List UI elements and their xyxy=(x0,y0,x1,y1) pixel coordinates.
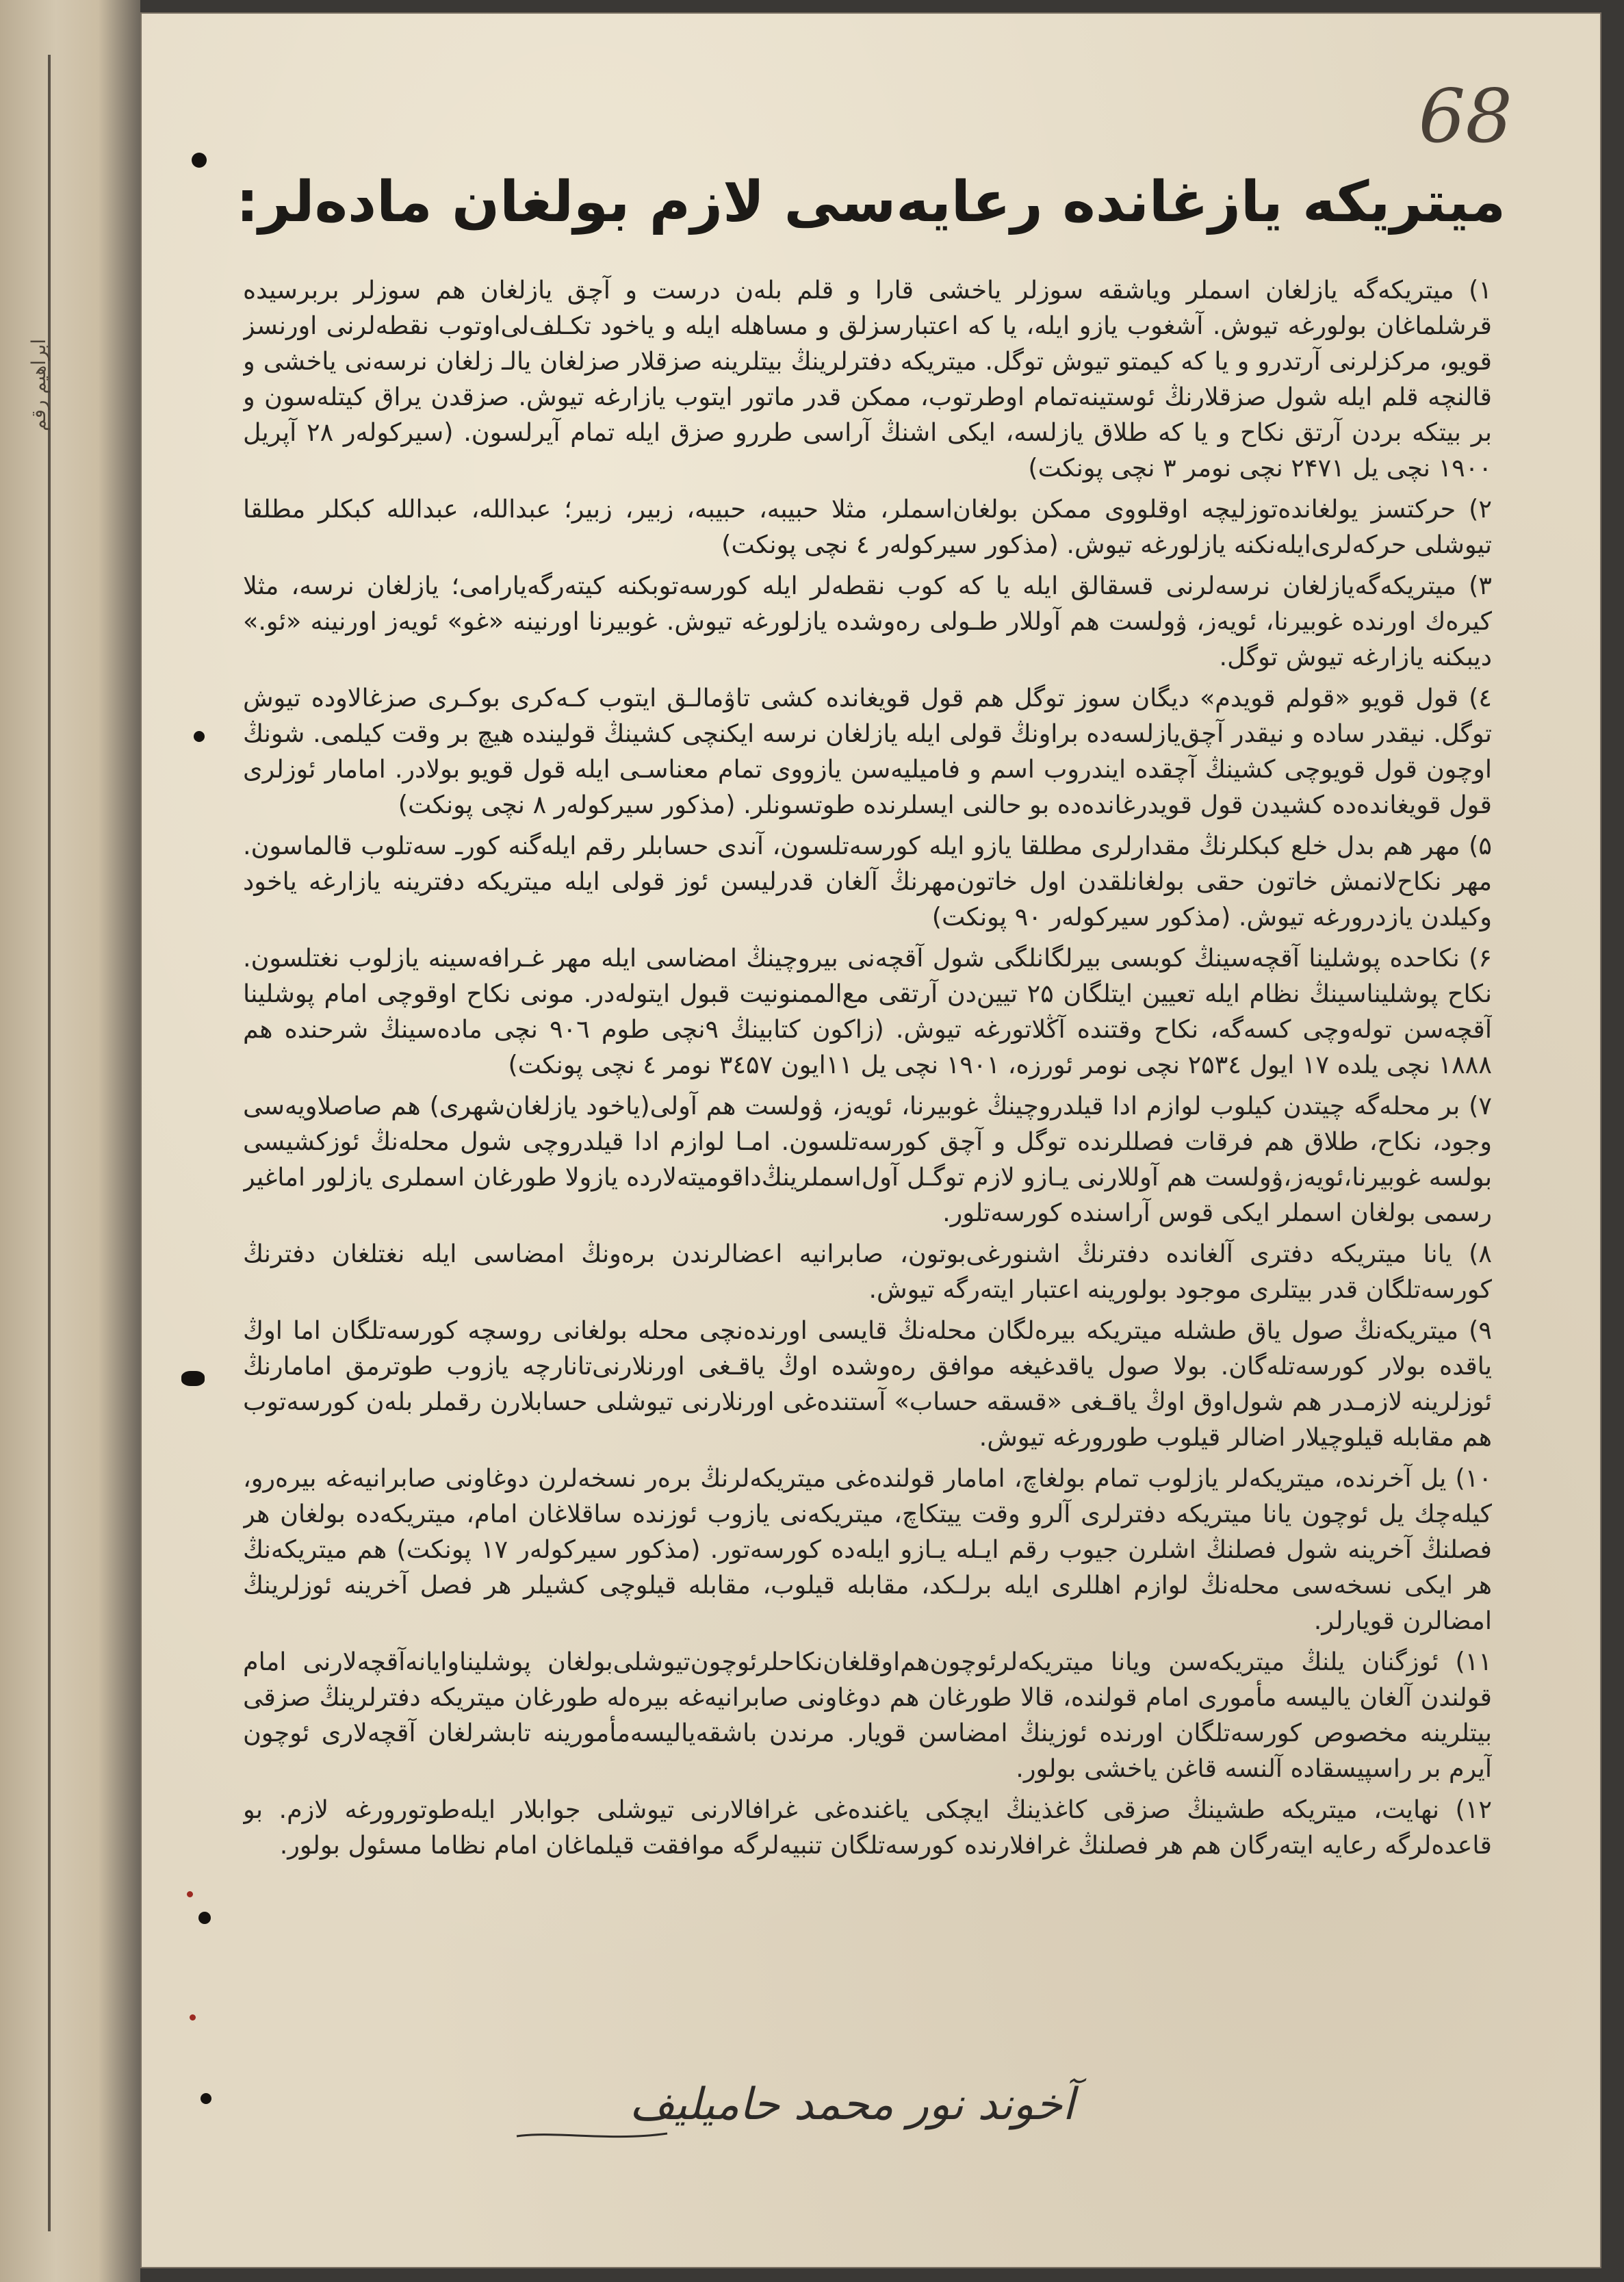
binding-margin-note: ابراهیم رقم xyxy=(27,338,50,431)
paragraph-6: ۶) نکاحده پوشلینا آقچه‌سینڭ کوبسی بیرلگانلگی شول آقچه‌نی بیروچینڭ امضاسی ایله مهر غـرافه‌سینه یازلوب نغتلسون. نکاح پوشلیناسینڭ نظام ایله تعیین ایتلگان ۲۵ تیین‌دن آرتقی مع‌الممنونیت قبول ایتوله‌در. مونی نکاح اوقوچی امام پوشلینا آقچه‌سن تولەوچی کسه‌گه، نکاح وقتنده آڭلاتورغه تیوش. (زاکون کتابینڭ ۹نچی طوم ۹۰٦ نچی ماده‌سینڭ شرحنده هم ۱۸۸۸ نچی یلده ۱۷ ایول ۲۵۳٤ نچی نومر ئورزه، ۱۹۰۱ نچی یل ۱۱ایون ۳٤۵۷ نومر ٤ نچی پونکت) xyxy=(243,943,1492,1079)
paragraph-8: ۸) یا‌نا میتریکه دفتری آلغانده دفترنڭ اشنورغی‌بوتون، صابرانیه اعضالرندن برەونڭ امضاسی ایله نغتلغان دفترنڭ کورسه‌تلگان قدر بیتلری موجود بولورینه اعتبار ایته‌رگه تیوش. xyxy=(243,1239,1492,1304)
paragraph-11: ۱۱) ئوزگنان یلنڭ میتریکه‌سن ویا‌نا میتریکه‌لرئوچون‌هم‌اوقلغان‌نکاحلرئوچون‌تیوشلی‌بولغان پوشلیناوایانه‌آقچه‌لارنی امام قولندن آلغان یالیسه مأموری امام قولنده، قالا طورغان هم دوغاونی صابرانیه‌غه بیره‌له طورغان میتریکه دفترلرینڭ صزقی بیتلرینه مخصوص کورسه‌تلگان اورنده ئوزینڭ امضاسن قویار. مرندن باشقه‌یالیسه‌مأمورینه تابشرلغان آقچه‌لاری ئوچون آیرم بر راسپیسقاده آلنسه قاغن یاخشی بولور. xyxy=(243,1647,1492,1783)
red-ink-mark xyxy=(190,2014,196,2021)
paragraph-2: ۲) حرکتسز یولغانده‌توزلیچه اوقلووی ممکن بولغان‌اسملر، مثلا حبیبه، حبیبه، زبیر، زبیر؛ عبدالله، عبدالله کبکلر مطلقا تیوشلی حرکه‌لری‌ایله‌نکنه یازلورغه تیوش. (مذکور سیرکوله‌ر ٤ نچی پونکت) xyxy=(243,494,1492,559)
paragraph-10: ۱۰) یل آخرنده، میتریکه‌لر یازلوب تمام بولغاچ، امامار قولنده‌غی میتریکه‌لرنڭ برەر نسخه‌لرن دوغاونی صابرانیه‌غه بیره‌رو، کیله‌چك یل ئوچون یا‌نا میتریکه دفترلری آلرو وقت ییتکاچ، میتریکه‌نی یازوب ئوزنده ساقلاغان امام، میتریکه‌ده بولغان هر فصلنڭ آخرینه شول فصلنڭ اشلرن جیوب رقم ایـله یـازو ایله‌ده کورسه‌تور. (مذکور سیرکوله‌ر ۱۷ پونکت) هم میتریکه‌نڭ هر ایکی نسخه‌سی محله‌نڭ لوازم اهللری ایله برلـکد، مقابله قیلوب، مقابله قیلوچی کشیلر هر فصل آخرینه ئوزلرینڭ امضالرن قویارلر. xyxy=(243,1463,1492,1635)
signature-flourish xyxy=(513,2124,671,2144)
paragraph-7: ۷) بر محله‌گه چیتدن کیلوب لوازم ادا قیلدروچینڭ غوبیرنا، ئویەز، ۋولست هم آولی(یاخود یازلغان‌شهری) هم صاصلاویه‌سی وجود، نکاح، طلاق هم فرقات فصللرنده توگل و آچق کورسه‌تلسون. امـا لوازم ادا قیلدروچی شول محله‌نڭ ئوزکشیسی بولسه غوبیرنا،ئویەز،ۋولست هم آوللارنی یـازو لازم توگـل آول‌اسملرینڭ‌داقومیته‌لارده یازولا طورغان اسملری یازلور اماغیر رسمی بولغان اسملر ایکی قوس آراسنده کورسه‌تلور. xyxy=(243,1091,1492,1227)
document-body xyxy=(243,272,1492,2093)
paragraph-3: ۳) میتریکه‌گه‌یازلغان نرسه‌لرنی قسقالق ایله یا که کوب نقطه‌لر ایله کورسه‌توبکنه کیته‌رگه‌یارامی؛ یازلغان نرسه، مثلا کیرەك اورنده غوبیرنا، ئویەز، ۋولست هم آوللار طـولی رەوشدە یازلورغە تیوش. غوبیرنا اورنینە «غو» ئویەز اورنینە «ئو.» دیبکنە یازارغە تیوش توگل. xyxy=(243,571,1492,671)
paragraph-9: ۹) میتریکه‌نڭ صول یاق طشله میتریکه بیره‌لگان محله‌نڭ قایسی اورنده‌نچی محله بولغانی روسچه کورسه‌تلگان اما اوڭ یاقده بولار کورسه‌تله‌گان. بولا صول یاقدغیغه موافق رەوشده اوڭ یاقـغی اورنلارنی‌تانارچه یازوب طوترمق امامارنڭ ئوزلرینه لازمـدر هم شول‌اوق اوڭ یاقـغی «قسقه حساب» آستنده‌غی اورنلارنی تیوشلی حسابلارن رقملر بله‌ن کورسه‌توب هم مقابله قیلوچیلار اضالر قیلوب طورورغه تیوش. xyxy=(243,1316,1492,1452)
ink-blot xyxy=(201,2093,211,2104)
document-page xyxy=(140,12,1601,2268)
paragraph-5: ۵) مهر هم بدل خلع کبکلرنڭ مقدارلری مطلقا یازو ایله کورسه‌تلسون، آندی حسابلر رقم ایله‌گنه کورـ سه‌تلوب قالماسون. مهر نکاح‌لانمش خاتون حقی بولغانلقدن اول خاتون‌مهرنڭ آلغان قدرلیسن ئوز قولی ایله میتریکه دفترینه یازارغه یاخود وکیلدن یازدرورغه تیوش. (مذکور سیرکوله‌ر ۹۰ پونکت) xyxy=(243,831,1492,932)
ink-blot xyxy=(181,1371,205,1386)
ink-blot xyxy=(194,731,205,742)
ink-blot xyxy=(192,153,207,168)
folio-number: 68 xyxy=(1418,74,1512,159)
paragraph-1: ۱) میتریکه‌گه یازلغان اسملر ویاشقه سوزلر یاخشی قارا و قلم بله‌ن درست و آچق یازلغان هم سوزلر بر‌بر‌سیده قرشلماغان بولورغه تیوش. آشغوب یازو ایله، یا که اعتبار‌سزلق و مساهله ایله و یاخود تکـلف‌لی‌اوتوب نقطه‌لرنی اورنسز قویو، مرکزلرنی آرتدرو و یا که کیمتو تیوش توگل. میتریکه دفترلرینڭ بیتلرینه صزقلار صزلغان یالـ زلغان نرسه‌نی یاخشی و قالنچه قلم ایله شول صزقلارنڭ ئوستینه‌تمام ‌اوطرتوب، ممکن قدر ماتور ایتوب یازارغه تیوش. صزقدن یراق کیتله‌سون و بر بیتکه بردن آرتق نکاح و یا که طلاق یازلسه، ایکی اشنڭ آراسی طررو صزق ایله تمام آیرلسون. (سیرکوله‌ر ۲۸ آپریل ۱۹۰۰ نچی یل ۲۴۷۱ نچی نومر ۳ نچی پونکت) xyxy=(243,275,1492,483)
paragraph-12: ۱۲) نهایت، میتریکه طشینڭ صزقی کاغذینڭ ایچکی یاغنده‌غی غرافالارنی تیوشلی جوابلار ایله‌طوتورورغه لازم. بو قاعده‌لرگه رعایه ایته‌رگان هم هر فصلنڭ غرافلارنده کورسه‌تلگان تنبیه‌لرگه موافقت قیلماغان امام نظاما مسئول بولور. xyxy=(243,1795,1492,1860)
book-binding xyxy=(0,0,140,2282)
red-ink-mark xyxy=(187,1891,193,1897)
ink-blot xyxy=(198,1912,211,1924)
paragraph-4: ٤) قول قویو «قولم قویدم» دیگان سوز توگل هم قول قویغانده کشی تاۋمالـق ایتوب کـەکری بوکـری صزغالاودە تیوش توگل. نیقدر سادە و نیقدر آچق‌یازلسەدە براونڭ قولی ایلە یازلغان نرسە ایکنچی کشینڭ قولیندە هیچ بر وقت کیلمی. شونڭ اوچون قول قویوچی کشینڭ آچقدە ایندروب اسم و فامیلیه‌سن یازووی تمام معناسـی ایلە قول قویو بولادر. امامار ئوزلری قول قویغانده‌ده کشیدن قول قویدرغانده‌ده بو حالنی ایسلرنده طوتسونلر. (مذکور سیرکوله‌ر ۸ نچی پونکت) xyxy=(243,683,1492,819)
signature: آخوند نور محمد حامیلیف xyxy=(629,2079,1075,2130)
page-title: میتریکه یازغانده رعایه‌سی لازم بولغان ماده‌لر: xyxy=(235,170,1506,235)
